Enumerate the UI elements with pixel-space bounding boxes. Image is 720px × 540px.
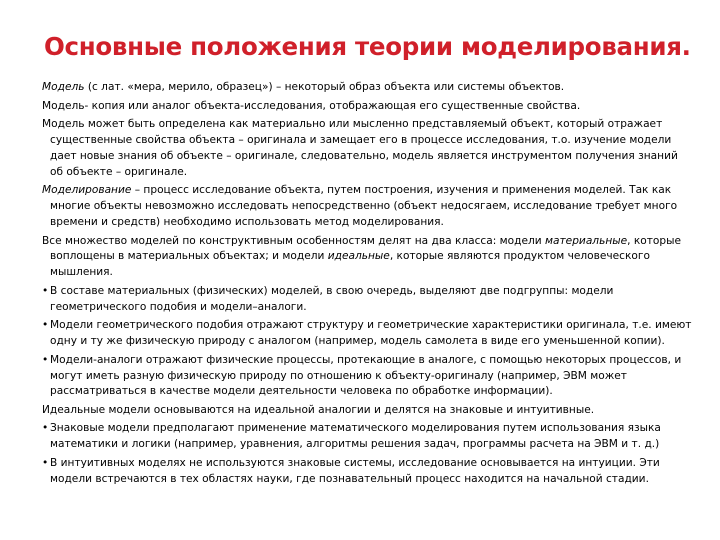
paragraph-ideal-models: [42, 403, 692, 419]
paragraph-text: Модель- копия или аналог объекта-исследования, отображающая его существенные свойства.: [42, 99, 581, 112]
slide-title: Основные положения теории моделирования.: [44, 32, 691, 61]
term-model: Модель: [42, 81, 85, 93]
term-material: материальные: [545, 234, 628, 247]
paragraph-modeling-definition: [42, 183, 692, 231]
bullet-material-subgroups: [42, 284, 692, 316]
paragraph-text: , которые воплощены в материальных объектах; и модели: [50, 234, 682, 263]
paragraph-text: , которые являются продуктом человеческого мышления.: [50, 250, 650, 279]
paragraph-model-definition: [42, 80, 692, 96]
paragraph-text: Модель может быть определена как материально или мысленно представляемый объект, который отражает существенные свойства объекта – оригинала и замещает его в процессе исследования, т.о. изучение модели дает новые знания об объекте – оригинале, следовательно, модель является инструментом получения знаний об объекте – оригинале.: [42, 118, 678, 178]
bullet-analog-models: [42, 353, 692, 401]
paragraph-text: Все множество моделей по конструктивным особенностям делят на два класса: модели: [42, 234, 546, 247]
bullet-text: Модели-аналоги отражают физические процессы, протекающие в аналоге, с помощью некоторых процессов, и могут иметь разную физическую природу по отношению к объекту-оригиналу (например, ЭВМ может рассматриваться в качестве модели деятельности человека по обработке информации).: [50, 353, 682, 398]
slide-body: [42, 80, 692, 490]
term-ideal: идеальные: [327, 250, 390, 263]
paragraph-text: Идеальные модели основываются на идеальной аналогии и делятся на знаковые и интуитивные.: [42, 403, 595, 416]
bullet-icon: •: [42, 319, 49, 332]
bullet-icon: •: [42, 456, 49, 469]
paragraph-model-copy: [42, 99, 692, 115]
bullet-text: Модели геометрического подобия отражают структуру и геометрические характеристики оригинала, т.е. имеют одну и ту же физическую природу с аналогом (например, модель самолета в виде его уменьшенной копии).: [50, 319, 692, 348]
bullet-geometric-models: [42, 318, 692, 350]
bullet-text: Знаковые модели предполагают применение математического моделирования путем использования языка математики и логики (например, уравнения, алгоритмы решения задач, программы расчета на ЭВМ и т. д.): [50, 422, 661, 451]
paragraph-model-object: [42, 117, 692, 181]
bullet-text: В интуитивных моделях не используются знаковые системы, исследование основывается на интуиции. Эти модели встречаются в тех областях науки, где познавательный процесс находится на начальной стадии.: [50, 456, 660, 485]
bullet-icon: •: [42, 353, 49, 366]
bullet-icon: •: [42, 422, 49, 435]
bullet-sign-models: [42, 421, 692, 453]
bullet-intuitive-models: [42, 456, 692, 488]
term-modeling: Моделирование: [42, 184, 132, 197]
paragraph-text: (с лат. «мера, мерило, образец») – некоторый образ объекта или системы объектов.: [84, 81, 565, 93]
paragraph-text: – процесс исследование объекта, путем построения, изучения и применения моделей. Так как многие объекты невозможно исследовать непосредственно (объект недосягаем, исследование требует много времени и средств) необходимо использовать метод моделирования.: [50, 184, 678, 229]
paragraph-model-classes: [42, 234, 692, 282]
bullet-icon: •: [42, 284, 49, 297]
bullet-text: В составе материальных (физических) моделей, в свою очередь, выделяют две подгруппы: модели геометрического подобия и модели–аналоги.: [50, 284, 614, 313]
